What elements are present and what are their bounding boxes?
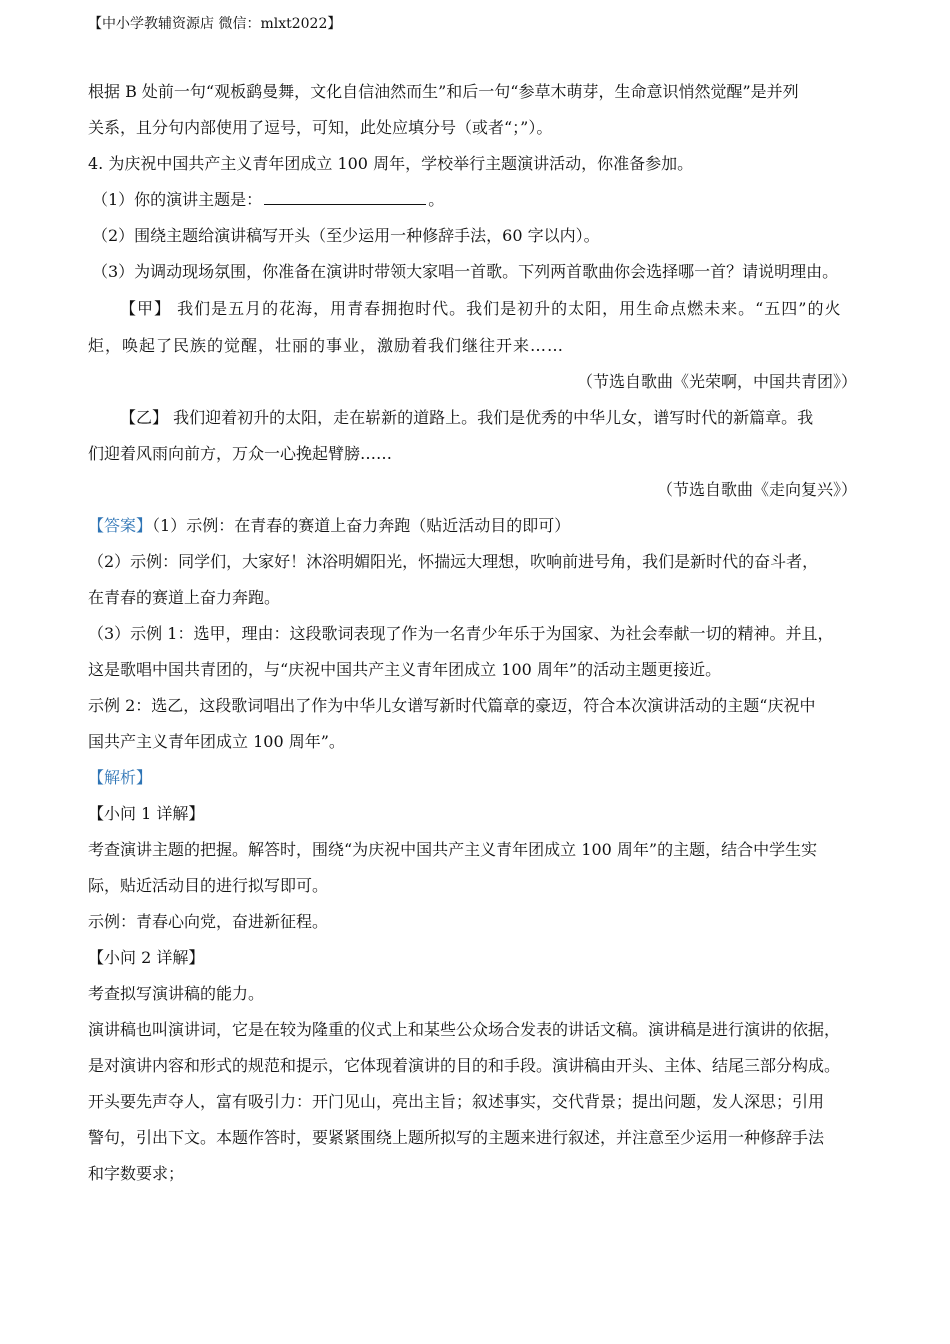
answer-blank: [264, 182, 426, 205]
analysis-text: 演讲稿也叫演讲词，它是在较为隆重的仪式上和某些公众场合发表的讲话文稿。演讲稿是进行演讲的依据，: [88, 1020, 841, 1039]
question-text: 。: [428, 190, 445, 209]
song-yi-lyrics: 【乙】 我们迎着初升的太阳，走在崭新的道路上。我们是优秀的中华儿女，谱写时代的新篇章。我: [120, 408, 814, 427]
answer-part-2: 在青春的赛道上奋力奔跑。: [88, 588, 281, 607]
answer-part-3: 这是歌唱中国共青团的，与“庆祝中国共产主义青年团成立 100 周年”的活动主题更接近。: [88, 660, 722, 679]
answer-part-3: （3）示例 1：选甲，理由：这段歌词表现了作为一名青少年乐于为国家、为社会奉献一切的精神。并且，: [88, 624, 834, 643]
song-jia-lyrics: 【甲】 我们是五月的花海，用青春拥抱时代。我们是初升的太阳，用生命点燃未来。“五四”的火: [120, 299, 842, 318]
text-line: 关系，且分句内部使用了逗号，可知，此处应填分号（或者“；”）。: [88, 118, 553, 137]
text-line: 根据 B 处前一句“观板鹞曼舞，文化自信油然而生”和后一句“参草木萌芽，生命意识悄然觉醒”是并列: [88, 82, 799, 101]
answer-part-1: [88, 508, 863, 544]
analysis-text: 警句，引出下文。本题作答时，要紧紧围绕上题所拟写的主题来进行叙述，并注意至少运用一种修辞手法: [88, 1128, 825, 1147]
question-text: （1）你的演讲主题是：: [92, 190, 263, 209]
answer-part-2: （2）示例：同学们，大家好！沐浴明媚阳光，怀揣远大理想，吹响前进号角，我们是新时代的奋斗者，: [88, 552, 819, 571]
sub-question-1-title: 【小问 1 详解】: [88, 804, 205, 823]
song-jia-lyrics: 炬，唤起了民族的觉醒，壮丽的事业，激励着我们继往开来……: [88, 336, 565, 355]
answer-part-3: 示例 2：选乙，这段歌词唱出了作为中华儿女谱写新时代篇章的豪迈，符合本次演讲活动的主题“庆祝中: [88, 696, 816, 715]
question-4-part-2: （2）围绕主题给演讲稿写开头（至少运用一种修辞手法，60 字以内）。: [92, 226, 600, 245]
analysis-text: 考查拟写演讲稿的能力。: [88, 984, 265, 1003]
analysis-label: 【解析】: [88, 768, 153, 787]
analysis-text: 考查演讲主题的把握。解答时，围绕“为庆祝中国共产主义青年团成立 100 周年”的主题，结合中学生实: [88, 840, 818, 859]
analysis-text: 示例：青春心向党，奋进新征程。: [88, 912, 329, 931]
answer-text: （1）示例：在青春的赛道上奋力奔跑（贴近活动目的即可）: [152, 516, 571, 535]
answer-label: 【答案】: [88, 516, 153, 535]
song-jia-source: （节选自歌曲《光荣啊，中国共青团》）: [576, 372, 857, 391]
song-yi-source: （节选自歌曲《走向复兴》）: [656, 480, 857, 499]
question-4-part-3: （3）为调动现场氛围，你准备在演讲时带领大家唱一首歌。下列两首歌曲你会选择哪一首？请说明理由。: [92, 262, 839, 281]
analysis-text: 开头要先声夺人，富有吸引力：开门见山，亮出主旨；叙述事实，交代背景；提出问题，发人深思；引用: [88, 1092, 825, 1111]
song-yi-lyrics: 们迎着风雨向前方，万众一心挽起臂膀……: [88, 444, 393, 463]
sub-question-2-title: 【小问 2 详解】: [88, 948, 205, 967]
question-4-stem: 4. 为庆祝中国共产主义青年团成立 100 周年，学校举行主题演讲活动，你准备参加。: [88, 154, 694, 173]
analysis-text: 和字数要求；: [88, 1164, 185, 1183]
question-4-part-1: [88, 182, 863, 218]
document-body: [88, 74, 863, 1192]
analysis-text: 际，贴近活动目的进行拟写即可。: [88, 876, 329, 895]
answer-part-3: 国共产主义青年团成立 100 周年”。: [88, 732, 345, 751]
analysis-text: 是对演讲内容和形式的规范和提示，它体现着演讲的目的和手段。演讲稿由开头、主体、结尾三部分构成。: [88, 1056, 841, 1075]
page-header: 【中小学教辅资源店 微信：mlxt2022】: [88, 16, 342, 32]
